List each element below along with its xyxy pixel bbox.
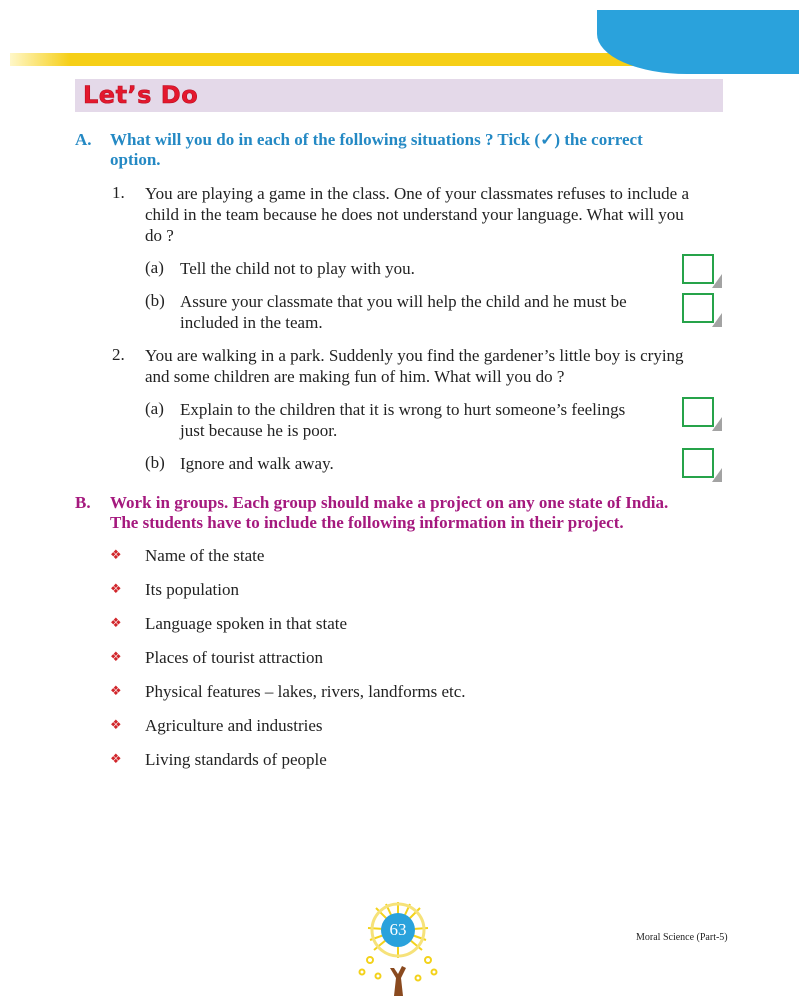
top-decorative-bar [10, 53, 690, 66]
page-heading: Let’s Do [83, 81, 199, 109]
section-a-instruction-line2: option. [110, 150, 161, 169]
diamond-bullet-icon: ❖ [110, 582, 122, 597]
heading-band [75, 79, 723, 112]
q2-option-b-text: Ignore and walk away. [180, 454, 334, 473]
diamond-bullet-icon: ❖ [110, 650, 122, 665]
q2-option-a-letter: (a) [145, 399, 164, 418]
q1-option-a-checkbox[interactable] [682, 254, 714, 284]
list-item: Places of tourist attraction [145, 648, 323, 667]
question-1-line1: You are playing a game in the class. One of your classmates refuses to include a [145, 184, 690, 203]
q2-option-a-line1: Explain to the children that it is wrong to hurt someone’s feelings [180, 400, 626, 419]
q2-option-a-line2: just because he is poor. [180, 421, 338, 440]
q2-option-b-letter: (b) [145, 453, 165, 472]
diamond-bullet-icon: ❖ [110, 684, 122, 699]
q1-option-b-checkbox[interactable] [682, 293, 714, 323]
question-1-line2: child in the team because he does not understand your language. What will you [145, 205, 684, 224]
section-a-letter: A. [75, 130, 92, 149]
list-item: Physical features – lakes, rivers, landforms etc. [145, 682, 466, 701]
section-b-instruction-line2: The students have to include the following information in their project. [110, 513, 624, 532]
question-2-line2: and some children are making fun of him. What will you do ? [145, 367, 565, 386]
list-item: Name of the state [145, 546, 265, 565]
q1-option-a-letter: (a) [145, 258, 164, 277]
diamond-bullet-icon: ❖ [110, 548, 122, 563]
list-item: Agriculture and industries [145, 716, 323, 735]
list-item: Living standards of people [145, 750, 327, 769]
section-a-instruction-line1: What will you do in each of the following situations ? Tick (✓) the correct [110, 130, 643, 149]
page-number: 63 [381, 913, 415, 947]
top-bar-fade [10, 53, 70, 66]
list-item: Language spoken in that state [145, 614, 348, 633]
question-1-number: 1. [112, 183, 125, 202]
page-number-badge [381, 913, 415, 947]
q2-option-b-checkbox[interactable] [682, 448, 714, 478]
question-2-line1: You are walking in a park. Suddenly you find the gardener’s little boy is crying [145, 346, 684, 365]
diamond-bullet-icon: ❖ [110, 718, 122, 733]
question-1-line3: do ? [145, 226, 174, 245]
diamond-bullet-icon: ❖ [110, 616, 122, 631]
question-2-number: 2. [112, 345, 125, 364]
q2-option-a-checkbox[interactable] [682, 397, 714, 427]
q1-option-b-line1: Assure your classmate that you will help the child and he must be [180, 292, 627, 311]
q1-option-a-text: Tell the child not to play with you. [180, 259, 415, 278]
diamond-bullet-icon: ❖ [110, 752, 122, 767]
q1-option-b-letter: (b) [145, 291, 165, 310]
q1-option-b-line2: included in the team. [180, 313, 323, 332]
section-b-letter: B. [75, 493, 91, 512]
section-b-instruction-line1: Work in groups. Each group should make a project on any one state of India. [110, 493, 669, 512]
list-item: Its population [145, 580, 239, 599]
book-title: Moral Science (Part-5) [636, 932, 728, 943]
